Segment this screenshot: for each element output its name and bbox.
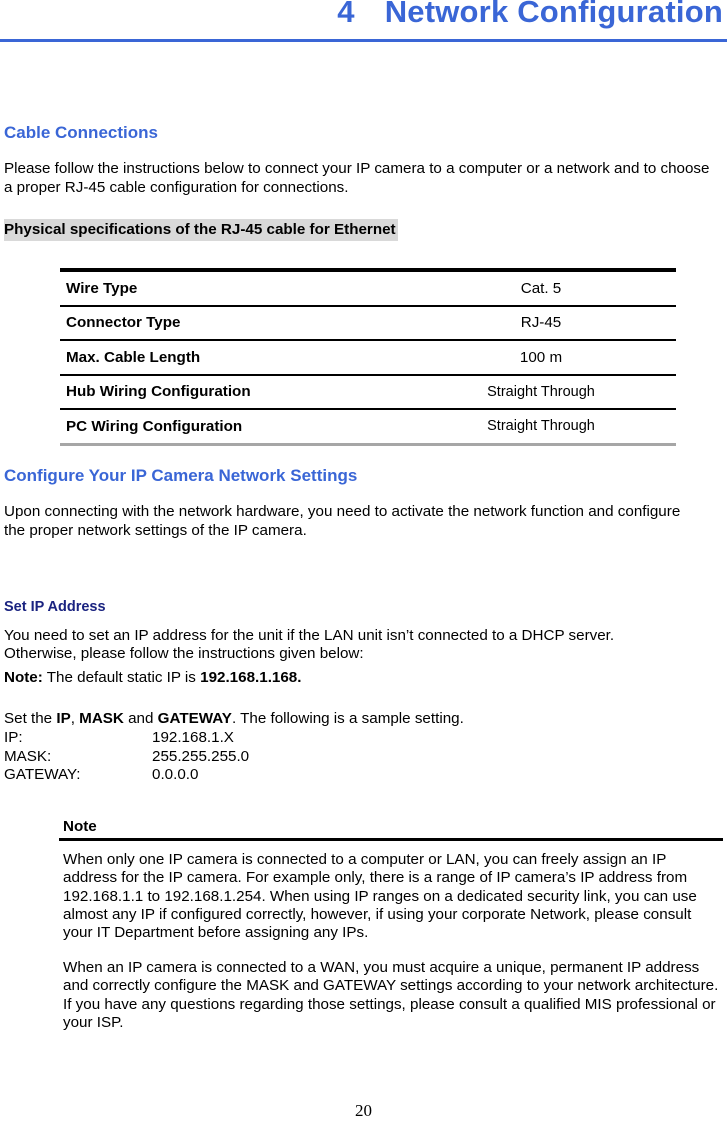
page-number: 20 xyxy=(355,1101,372,1120)
sample-text: , xyxy=(70,710,80,727)
spec-label: Connector Type xyxy=(60,306,396,341)
note-paragraph-1: When only one IP camera is connected to a computer or LAN, you can freely assign an IP address for the IP camera. For example only, there is a range of IP camera’s IP address from 192.168.1.1 to 192.168.1.254. When using IP ranges on a dedicated security link, you can use almost any IP if configured correctly, however, if using your corporate Network, please consult your IT Department before assigning any IPs. xyxy=(63,851,697,942)
note-box-title: Note xyxy=(63,818,97,835)
note-box-divider xyxy=(59,838,723,841)
setting-label: MASK: xyxy=(4,748,52,765)
table-row xyxy=(60,409,676,444)
mask-term: MASK xyxy=(79,710,124,727)
spec-value: 100 m xyxy=(396,340,676,375)
set-ip-line-1: You need to set an IP address for the unit if the LAN unit isn’t connected to a DHCP server. xyxy=(4,627,615,644)
chapter-title-text: Network Configuration xyxy=(384,0,723,29)
note-label: Note: xyxy=(4,669,43,686)
setting-value: 0.0.0.0 xyxy=(152,766,199,783)
spec-value: Cat. 5 xyxy=(396,270,676,306)
set-ip-heading: Set IP Address xyxy=(4,599,106,615)
chapter-divider xyxy=(0,39,727,42)
note-text: The default static IP is xyxy=(42,669,201,686)
default-ip-note xyxy=(4,669,301,687)
network-settings-heading: Configure Your IP Camera Network Settings xyxy=(4,466,358,485)
note-paragraph-2: When an IP camera is connected to a WAN, you must acquire a unique, permanent IP address and correctly configure the MASK and GATEWAY settings according to your network architecture. If you have any questions regarding those settings, please consult a qualified MIS professional or your ISP. xyxy=(63,959,719,1031)
gateway-term: GATEWAY xyxy=(157,710,232,727)
setting-label: GATEWAY: xyxy=(4,766,81,783)
setting-row-gateway xyxy=(4,766,198,784)
default-ip-value: 192.168.1.168. xyxy=(200,669,302,686)
spec-label: Max. Cable Length xyxy=(60,340,396,375)
chapter-title xyxy=(337,0,723,30)
chapter-number: 4 xyxy=(337,0,355,29)
table-row xyxy=(60,375,676,410)
sample-setting-intro xyxy=(4,710,464,728)
setting-value: 192.168.1.X xyxy=(152,729,234,746)
ip-term: IP xyxy=(56,710,71,727)
table-caption: Physical specifications of the RJ-45 cable for Ethernet xyxy=(4,219,398,241)
setting-label: IP: xyxy=(4,729,23,746)
table-row xyxy=(60,306,676,341)
sample-text: Set the xyxy=(4,710,57,727)
spec-label: Hub Wiring Configuration xyxy=(60,375,396,410)
setting-value: 255.255.255.0 xyxy=(152,748,250,765)
table-row xyxy=(60,270,676,306)
cable-connections-intro: Please follow the instructions below to connect your IP camera to a computer or a network and to choose a proper RJ-45 cable configuration for connections. xyxy=(4,160,710,196)
setting-row-mask xyxy=(4,748,249,766)
spec-value: RJ-45 xyxy=(396,306,676,341)
cable-connections-heading: Cable Connections xyxy=(4,123,158,142)
sample-text: . The following is a sample setting. xyxy=(231,710,464,727)
setting-row-ip xyxy=(4,729,234,747)
set-ip-line-2: Otherwise, please follow the instructions given below: xyxy=(4,645,364,662)
spec-label: Wire Type xyxy=(60,270,396,306)
network-settings-intro: Upon connecting with the network hardware, you need to activate the network function and configure the proper network settings of the IP camera. xyxy=(4,503,681,539)
table-row xyxy=(60,340,676,375)
spec-value: Straight Through xyxy=(396,409,676,444)
spec-label: PC Wiring Configuration xyxy=(60,409,396,444)
sample-text: and xyxy=(123,710,158,727)
rj45-spec-table xyxy=(60,268,676,446)
spec-value: Straight Through xyxy=(396,375,676,410)
